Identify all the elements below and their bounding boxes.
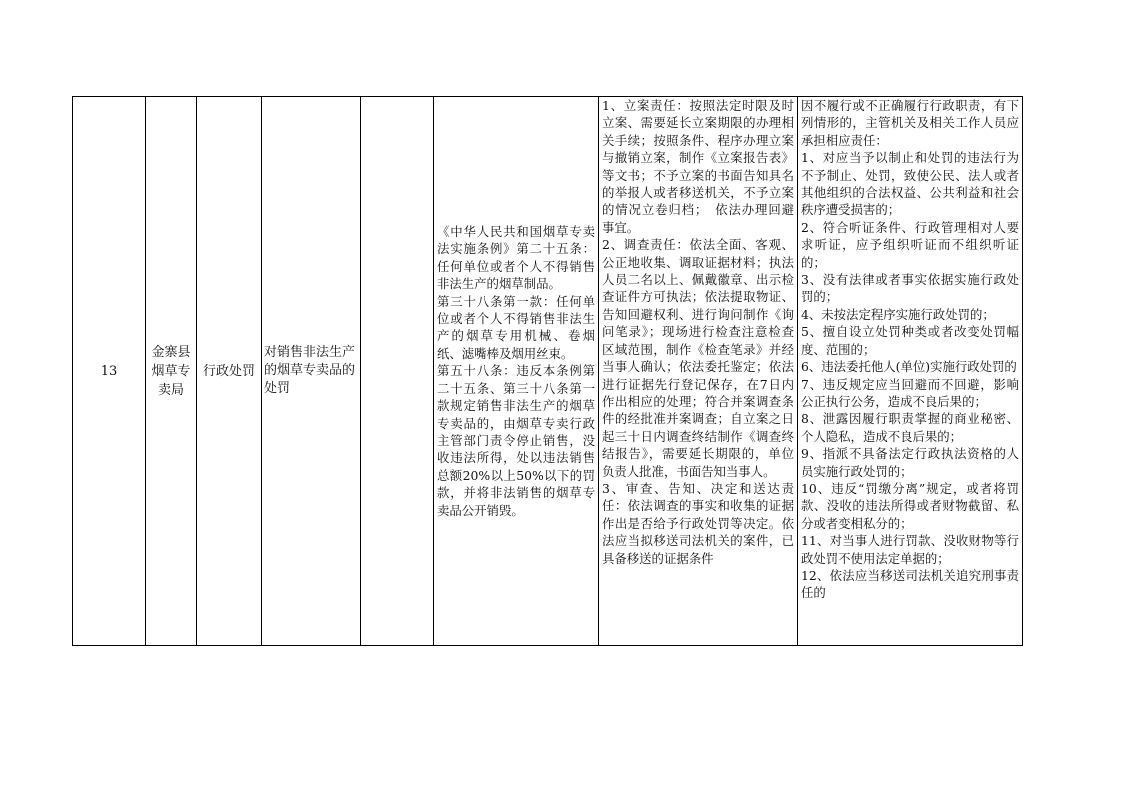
basis-paragraph: 第三十八条第一款：任何单位或者个人不得销售非法生产的烟草专用机械、卷烟纸、滤嘴棒及烟用丝束。 [437,293,595,361]
liability-paragraph: 11、对当事人进行罚款、没收财物等行政处罚不使用法定单据的； [801,533,1019,566]
responsibility-paragraph: 3、审查、告知、决定和送达责任：依法调查的事实和收集的证据作出是否给予行政处罚等决定。依法应当拟移送司法机关的案件，已具备移送的证据条件 [602,480,794,566]
legal-basis-cell [434,97,599,646]
liability-paragraph: 3、没有法律或者事实依据实施行政处罚的； [801,272,1019,305]
table-row [73,97,1023,646]
liability-paragraph: 7、违反规定应当回避而不回避，影响公正执行公务，造成不良后果的； [801,376,1019,409]
liability-paragraph: 12、依法应当移送司法机关追究刑事责任的 [801,567,1019,601]
row-number: 13 [100,363,118,379]
responsibility-paragraph: 2、调查责任：依法全面、客观、公正地收集、调取证据材料；执法人员二名以上、佩戴徽章、出示检查证件方可执法；依法提取物证、告知回避权利、进行询问制作《询问笔录》；现场进行检查注意检查区域范围，制作《检查笔录》并经当事人确认；依法委托鉴定；依法进行证据先行登记保存，在7日内作出相应的处理；符合并案调查条件的经批准并案调查；自立案之日起三十日内调查终结制作《调查终结报告》，需要延长期限的，单位负责人批准，书面告知当事人。 [602,237,794,479]
liability-paragraph: 8、泄露因履行职责掌握的商业秘密、个人隐私，造成不良后果的； [801,411,1019,444]
liability-paragraph: 5、擅自设立处罚种类或者改变处罚幅度、范围的； [801,324,1019,357]
power-type: 行政处罚 [202,363,255,379]
liability-paragraph: 因不履行或不正确履行行政职责，有下列情形的，主管机关及相关工作人员应承担相应责任： [801,98,1019,148]
liability-paragraph: 6、违法委托他人(单位)实施行政处罚的 [801,359,1017,375]
sub-item-cell [361,97,434,646]
basis-paragraph: 第五十八条：违反本条例第二十五条、第三十八条第一款规定销售非法生产的烟草专卖品的，由烟草专卖行政主管部门责令停止销售，没收违法所得，处以违法销售总额20%以上50%以下的罚款，并将非法销售的烟草专卖品公开销毁。 [437,363,595,518]
liability-paragraph: 10、违反“罚缴分离”规定，或者将罚款、没收的违法所得或者财物截留、私分或者变相私分的； [801,480,1019,531]
responsibility-paragraph: 1、立案责任：按照法定时限及时立案、需要延长立案期限的办理相关手续；按照条件、程序办理立案与撤销立案，制作《立案报告表》等文书；不予立案的书面告知具名的举报人或者移送机关，不予立案的情况立卷归档； 依法办理回避事宜。 [602,98,794,235]
item-name-cell [262,97,361,646]
liability-paragraph: 1、对应当予以制止和处罚的违法行为不予制止、处罚，致使公民、法人或者其他组织的合法权益、公共利益和社会秩序遭受损害的； [801,150,1019,218]
row-number-cell [73,97,146,646]
basis-paragraph: 《中华人民共和国烟草专卖法实施条例》第二十五条：任何单位或者个人不得销售非法生产的烟草制品。 [437,224,595,292]
liability-paragraph: 2、符合听证条件、行政管理相对人要求听证，应予组织听证而不组织听证的； [801,219,1019,270]
responsibility-cell [599,97,798,646]
responsibility-table [72,96,1023,646]
department-name: 金寨县烟草专卖局 [151,344,191,398]
sub-item [361,97,433,645]
legal-basis-content [437,223,595,519]
liability-items [798,97,1022,645]
liability-cell [798,97,1023,646]
responsibility-items [599,97,797,645]
item-name: 对销售非法生产的烟草专卖品的处罚 [264,345,356,396]
department-cell [146,97,197,646]
power-type-cell [197,97,262,646]
legal-basis [434,97,598,645]
liability-paragraph: 4、未按法定程序实施行政处罚的； [801,306,995,322]
liability-paragraph: 9、指派不具备法定行政执法资格的人员实施行政处罚的； [801,446,1019,479]
